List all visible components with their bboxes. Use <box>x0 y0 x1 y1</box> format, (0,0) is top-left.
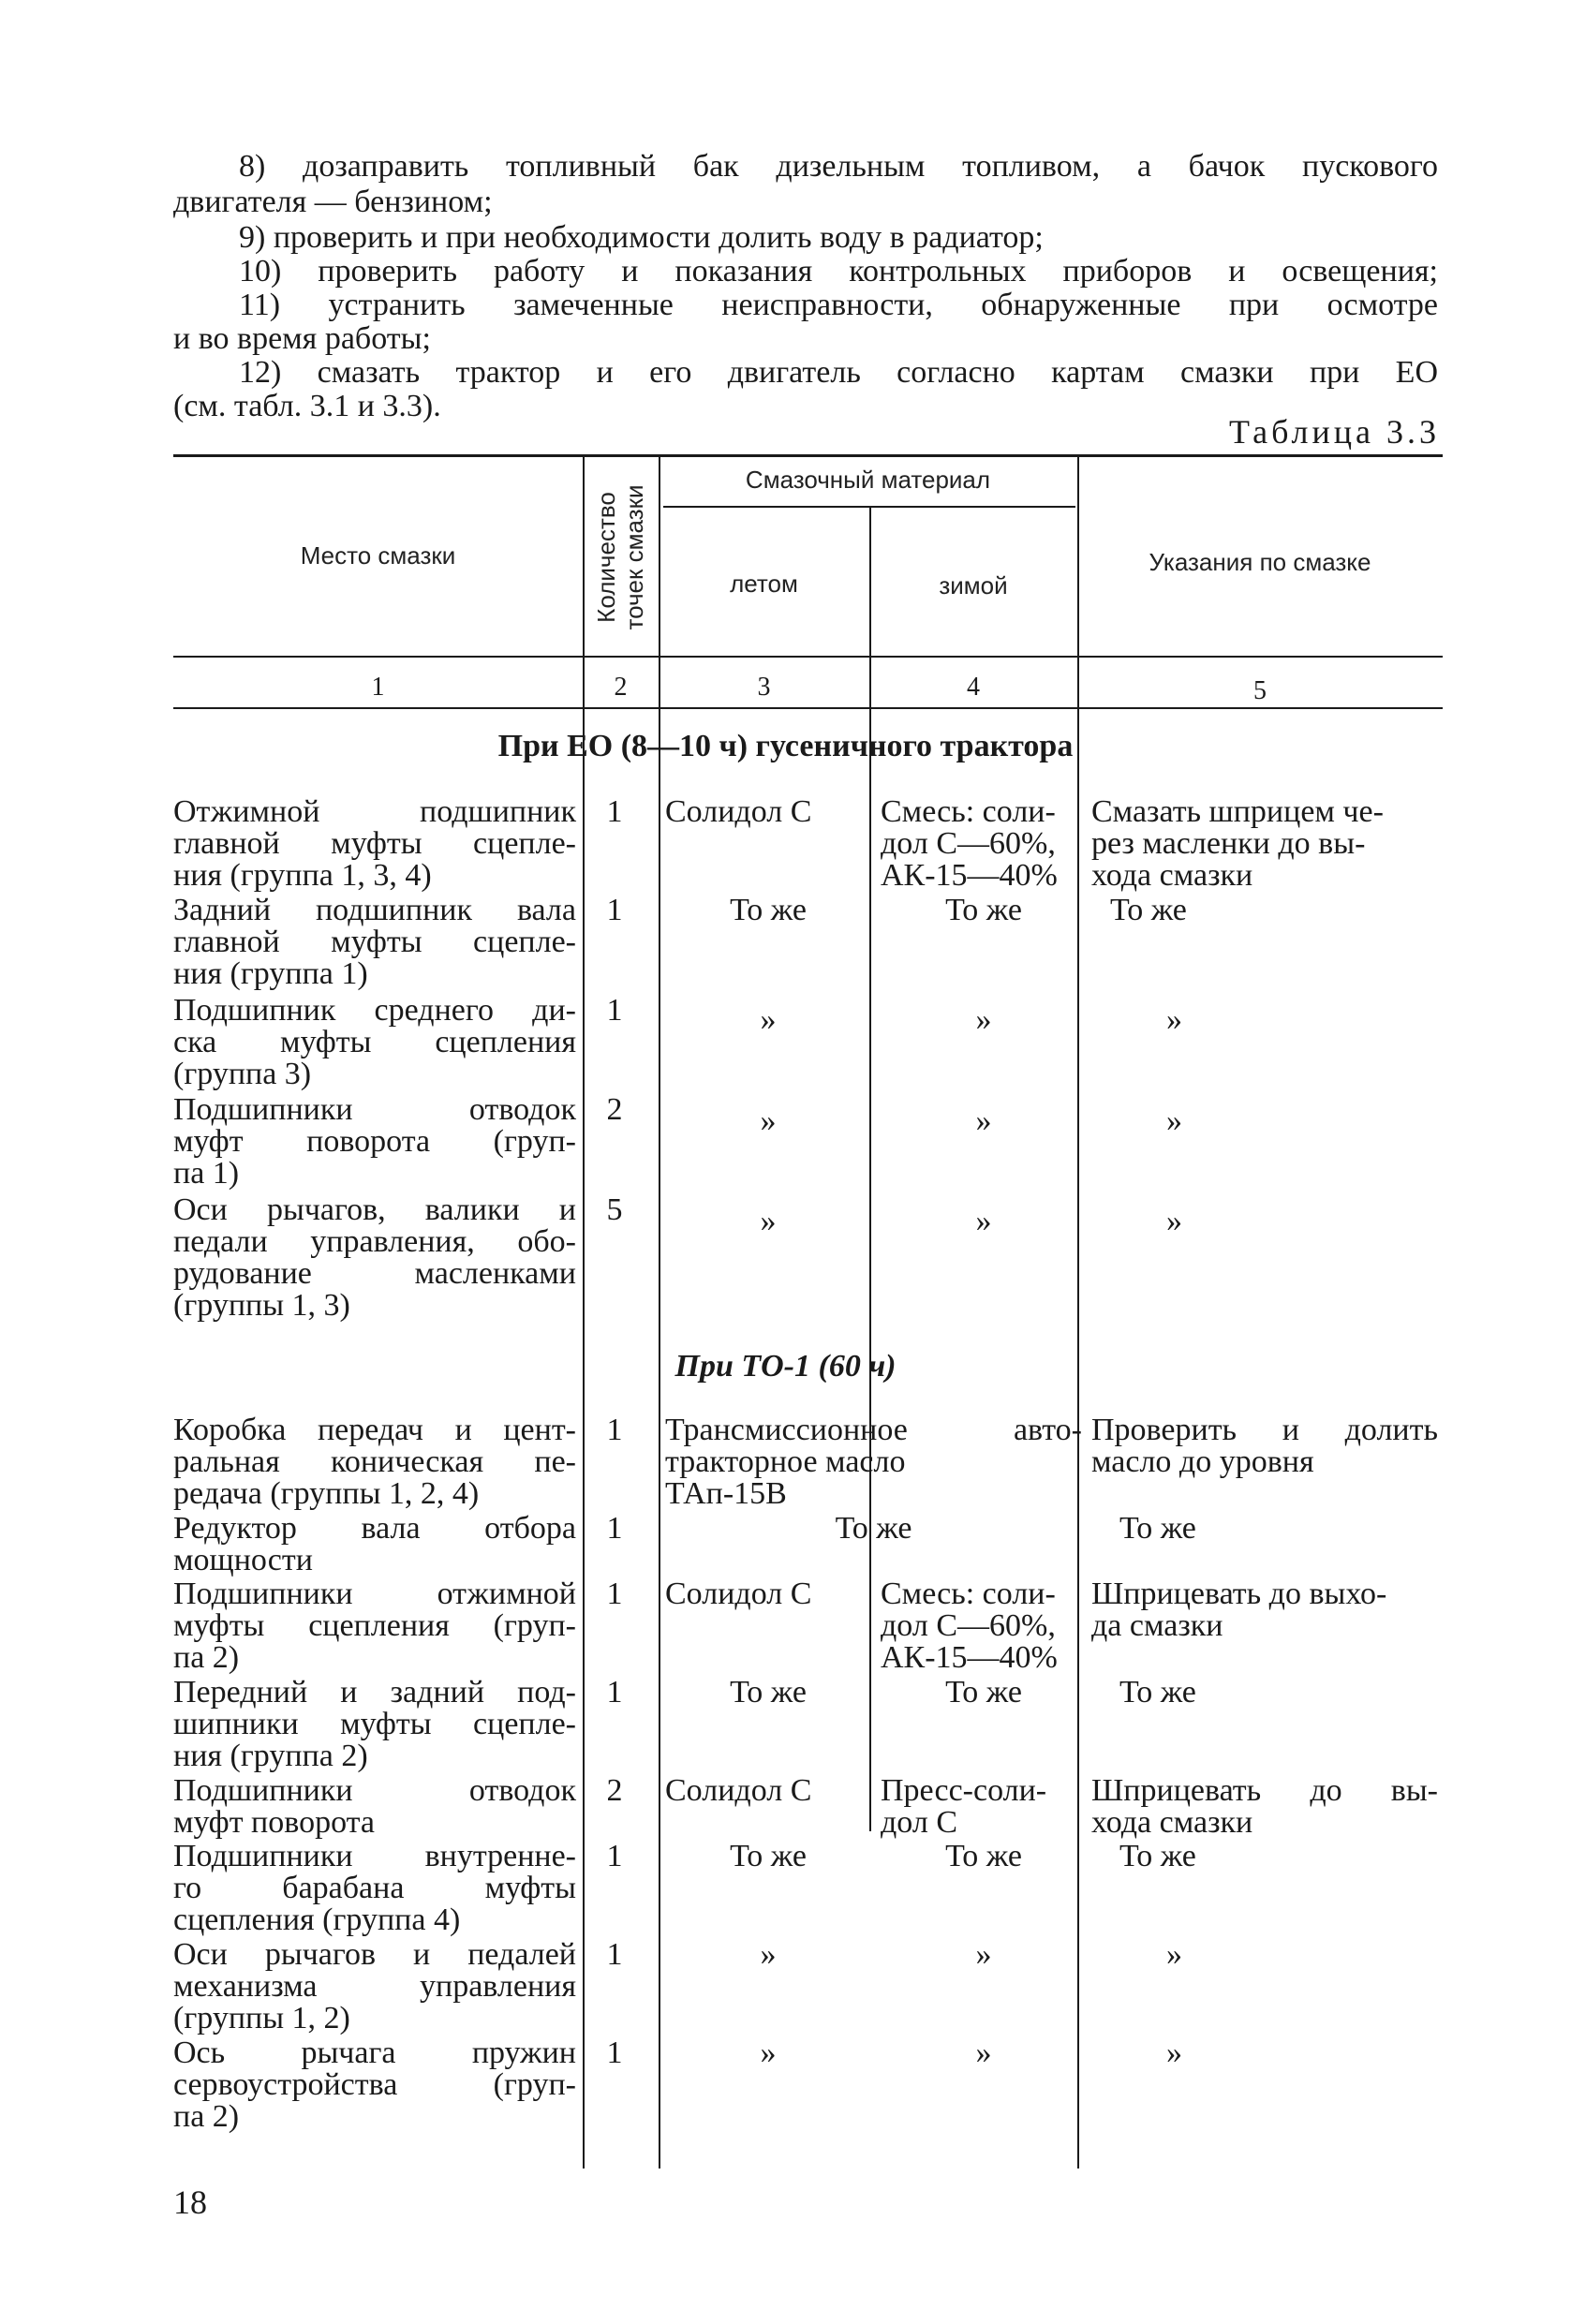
cell-line: сервоустройства (груп- <box>173 2067 576 2102</box>
cell-line: Ось рычага пружин <box>173 2035 576 2070</box>
count-cell: 1 <box>606 1839 623 1873</box>
notes-cell: То же <box>1119 1511 1196 1546</box>
col-divider-1b <box>583 1400 585 2169</box>
col-divider-2b <box>659 1400 660 2169</box>
intro-line: двигателя — бензином; <box>173 185 493 219</box>
cell-line: дол С <box>881 1805 957 1840</box>
numbers-rule <box>173 707 1443 709</box>
cell-line: редача (группы 1, 2, 4) <box>173 1476 480 1511</box>
intro-line: (см. табл. 3.1 и 3.3). <box>173 389 441 423</box>
notes-cell <box>1091 796 1438 892</box>
summer-cell: » <box>760 1204 777 1238</box>
cell-line: хода смазки <box>1091 858 1253 893</box>
place-cell <box>173 1194 576 1322</box>
intro-line: 12) смазать трактор и его двигатель согласно картам смазки при ЕО <box>239 355 1438 390</box>
col-number: 2 <box>614 673 628 702</box>
header-material: Смазочный материал <box>745 466 991 494</box>
summer-cell: То же <box>730 1675 807 1710</box>
cell-line: Проверить и долить <box>1091 1413 1438 1447</box>
place-cell <box>173 895 576 990</box>
place-cell <box>173 1841 576 1936</box>
cell-line: главной муфты сцепле- <box>173 826 576 861</box>
winter-cell: То же <box>945 1839 1022 1873</box>
header-summer: летом <box>730 570 798 598</box>
count-cell: 1 <box>606 794 623 829</box>
intro-line: и во время работы; <box>173 321 431 356</box>
header-place: Место смазки <box>300 541 456 570</box>
cell-line: ска муфты сцепления <box>173 1025 576 1059</box>
cell-line: шипники муфты сцепле- <box>173 1707 576 1741</box>
count-cell: 1 <box>606 1937 623 1972</box>
section-title: При ЕО (8—10 ч) гусеничного трактора <box>497 729 1074 763</box>
notes-cell <box>1091 1775 1438 1839</box>
cell-line: Смесь: соли- <box>881 794 1056 829</box>
cell-line: рез масленки до вы- <box>1091 826 1366 861</box>
cell-line: муфт поворота (груп- <box>173 1124 576 1159</box>
cell-line: ния (группа 2) <box>173 1739 368 1773</box>
cell-line: сцепления (группа 4) <box>173 1902 461 1937</box>
cell-line: го барабана муфты <box>173 1871 576 1905</box>
winter-cell: » <box>975 2035 992 2070</box>
count-cell: 1 <box>606 893 623 927</box>
cell-line: па 2) <box>173 2099 240 2134</box>
col-number: 5 <box>1253 676 1267 705</box>
count-cell: 1 <box>606 993 623 1028</box>
count-cell: 1 <box>606 2035 623 2070</box>
cell-line: Подшипники отводок <box>173 1092 576 1127</box>
cell-line: Отжимной подшипник <box>173 794 576 829</box>
cell-line: муфты сцепления (груп- <box>173 1608 576 1643</box>
place-cell <box>173 1094 576 1190</box>
intro-line: 8) дозаправить топливный бак дизельным топливом, а бачок пускового <box>239 149 1438 184</box>
notes-cell <box>1091 1578 1438 1642</box>
intro-line: 9) проверить и при необходимости долить воду в радиатор; <box>239 220 1044 255</box>
count-cell: 1 <box>606 1413 623 1447</box>
cell-line: масло до уровня <box>1091 1444 1314 1479</box>
cell-line: АК-15—40% <box>881 1640 1058 1675</box>
cell-line: механизма управления <box>173 1969 576 2004</box>
header-count-line1: Количество <box>592 492 620 623</box>
place-cell <box>173 1939 576 2035</box>
cell-line: Редуктор вала отбора <box>173 1511 576 1546</box>
count-cell: 1 <box>606 1576 623 1611</box>
place-cell <box>173 796 576 892</box>
header-count-line2: точек смазки <box>620 484 648 630</box>
cell-line: Подшипники отводок <box>173 1773 576 1808</box>
cell-line: ральная коническая пе- <box>173 1444 576 1479</box>
summer-cell: » <box>760 2035 777 2070</box>
col-number: 4 <box>967 673 980 702</box>
place-cell <box>173 1775 576 1839</box>
cell-line: педали управления, обо- <box>173 1224 576 1259</box>
cell-line: Смазать шприцем че- <box>1091 794 1384 829</box>
winter-cell: » <box>975 1937 992 1972</box>
winter-cell <box>881 1578 1087 1674</box>
notes-cell <box>1091 1414 1438 1478</box>
col-number: 1 <box>371 673 385 702</box>
count-cell: 2 <box>606 1092 623 1127</box>
cell-line: па 2) <box>173 1640 240 1675</box>
cell-line: рудование масленками <box>173 1256 576 1291</box>
place-cell <box>173 1414 576 1510</box>
notes-cell: » <box>1166 1103 1182 1138</box>
cell-line: Шприцевать до вы- <box>1091 1773 1438 1808</box>
winter-cell: » <box>975 1002 992 1037</box>
notes-cell: То же <box>1119 1839 1196 1873</box>
place-cell <box>173 995 576 1090</box>
summer-cell: Солидол С <box>665 1773 812 1808</box>
page-number: 18 <box>173 2183 207 2221</box>
winter-cell: » <box>975 1204 992 1238</box>
cell-line: Подшипники внутренне- <box>173 1839 576 1873</box>
cell-line: Трансмиссионное авто- <box>665 1413 1082 1447</box>
section-title: При ТО-1 (60 ч) <box>674 1349 897 1384</box>
winter-cell: То же <box>945 893 1022 927</box>
winter-cell <box>881 796 1087 892</box>
cell-line: Оси рычагов и педалей <box>173 1937 576 1972</box>
cell-line: главной муфты сцепле- <box>173 925 576 959</box>
cell-line: Задний подшипник вала <box>173 893 576 927</box>
notes-cell: » <box>1166 1204 1182 1238</box>
cell-line: муфт поворота <box>173 1805 375 1840</box>
notes-cell: » <box>1166 2035 1182 2070</box>
summer-cell: » <box>760 1103 777 1138</box>
cell-line: Пресс-соли- <box>881 1773 1047 1808</box>
cell-line: АК-15—40% <box>881 858 1058 893</box>
cell-line: хода смазки <box>1091 1805 1253 1840</box>
cell-line: Оси рычагов, валики и <box>173 1192 576 1227</box>
cell-line: (группы 1, 3) <box>173 1288 350 1323</box>
intro-line: 11) устранить замеченные неисправности, обнаруженные при осмотре <box>239 288 1438 322</box>
cell-line: да смазки <box>1091 1608 1223 1643</box>
cell-line: ТАп-15В <box>665 1476 787 1511</box>
count-cell: 1 <box>606 1511 623 1546</box>
cell-line: тракторное масло <box>665 1444 906 1479</box>
notes-cell: То же <box>1110 893 1187 927</box>
winter-cell: То же <box>945 1675 1022 1710</box>
summer-cell: То же <box>730 1839 807 1873</box>
cell-line: дол С—60%, <box>881 826 1056 861</box>
cell-line: Коробка передач и цент- <box>173 1413 576 1447</box>
count-cell: 5 <box>606 1192 623 1227</box>
cell-line: Подшипники отжимной <box>173 1576 576 1611</box>
cell-line: ния (группа 1) <box>173 956 368 991</box>
place-cell <box>173 1677 576 1772</box>
notes-cell: То же <box>1119 1675 1196 1710</box>
cell-line: (группа 3) <box>173 1057 312 1091</box>
notes-cell: » <box>1166 1002 1182 1037</box>
material-cell <box>665 1414 1082 1510</box>
place-cell <box>173 2037 576 2133</box>
summer-cell: Солидол С <box>665 1576 812 1611</box>
notes-cell: » <box>1166 1937 1182 1972</box>
header-bottom-rule <box>173 656 1443 658</box>
place-cell <box>173 1513 576 1576</box>
col-number: 3 <box>757 673 771 702</box>
summer-cell: То же <box>730 893 807 927</box>
col-divider-3 <box>869 506 871 1831</box>
material-cell: То же <box>835 1511 912 1546</box>
summer-cell: Солидол С <box>665 794 812 829</box>
count-cell: 2 <box>606 1773 623 1808</box>
place-cell <box>173 1578 576 1674</box>
header-winter: зимой <box>939 571 1008 600</box>
cell-line: дол С—60%, <box>881 1608 1056 1643</box>
cell-line: мощности <box>173 1543 313 1577</box>
intro-line: 10) проверить работу и показания контрольных приборов и освещения; <box>239 254 1438 289</box>
header-notes: Указания по смазке <box>1149 548 1371 576</box>
cell-line: па 1) <box>173 1156 240 1191</box>
cell-line: Шприцевать до выхо- <box>1091 1576 1387 1611</box>
header-count <box>592 468 648 646</box>
count-cell: 1 <box>606 1675 623 1710</box>
header-top-rule <box>173 454 1443 457</box>
winter-cell: » <box>975 1103 992 1138</box>
winter-cell <box>881 1775 1087 1839</box>
cell-line: Смесь: соли- <box>881 1576 1056 1611</box>
cell-line: Передний и задний под- <box>173 1675 576 1710</box>
cell-line: ния (группа 1, 3, 4) <box>173 858 432 893</box>
table-caption: Таблица 3.3 <box>1229 413 1440 451</box>
summer-cell: » <box>760 1002 777 1037</box>
summer-cell: » <box>760 1937 777 1972</box>
cell-line: (группы 1, 2) <box>173 2001 350 2035</box>
cell-line: Подшипник среднего ди- <box>173 993 576 1028</box>
